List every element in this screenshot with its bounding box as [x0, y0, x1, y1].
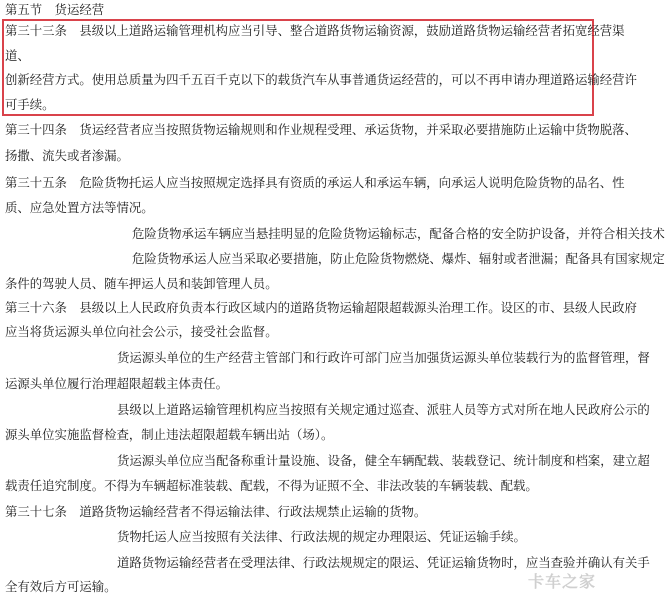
- article-35-para-3-line-2: 条件的驾驶人员、随车押运人员和装卸管理人员。: [5, 276, 278, 291]
- article-37-para-3-line-1: 道路货物运输经营者在受理法律、行政法规规定的限运、凭证运输货物时，应当查验并确认有关手: [117, 555, 650, 570]
- article-34-line-1: 第三十四条 货运经营者应当按照货物运输规则和作业规程受理、承运货物，并采取必要措施防止运输中货物脱落、: [5, 122, 637, 137]
- article-37-line-1: 第三十七条 道路货物运输经营者不得运输法律、行政法规禁止运输的货物。: [5, 504, 427, 519]
- article-36-para-3-line-2: 源头单位实施监督检查，制止违法超限超载车辆出站（场）。: [5, 427, 334, 442]
- article-36-para-2-line-2: 运源头单位履行治理超限超载主体责任。: [5, 376, 229, 391]
- article-36-para-4-line-1: 货运源头单位应当配备称重计量设施、设备，健全车辆配载、装载登记、统计制度和档案，建立超: [117, 453, 650, 468]
- article-36-para-3-line-1: 县级以上道路运输管理机构应当按照有关规定通过巡查、派驻人员等方式对所在地人民政府公示的: [117, 402, 650, 417]
- article-35-para-3-line-1: 危险货物承运人应当采取必要措施，防止危险货物燃烧、爆炸、辐射或者泄漏；配备具有国家规定: [132, 251, 665, 266]
- article-35-line-2: 质、应急处置方法等情况。: [5, 200, 154, 215]
- article-36-line-1: 第三十六条 县级以上人民政府负责本行政区域内的道路货物运输超限超载源头治理工作。设区的市、县级人民政府: [5, 300, 637, 315]
- article-36-para-2-line-1: 货运源头单位的生产经营主管部门和行政许可部门应当加强货运源头单位装载行为的监督管理，督: [117, 350, 650, 365]
- article-35-para-2: 危险货物承运车辆应当悬挂明显的危险货物运输标志，配备合格的安全防护设备，并符合相关技术: [132, 226, 665, 241]
- article-34-line-2: 扬撒、流失或者渗漏。: [5, 148, 129, 163]
- watermark-logo: 卡车之家: [527, 572, 596, 591]
- article-35-line-1: 第三十五条 危险货物托运人应当按照规定选择具有资质的承运人和承运车辆，向承运人说明危险货物的品名、性: [5, 175, 625, 190]
- article-37-para-3-line-2: 全有效后方可运输。: [5, 579, 117, 594]
- article-33-line-2: 道、: [5, 48, 30, 63]
- article-37-para-2: 货物托运人应当按照有关法律、行政法规的规定办理限运、凭证运输手续。: [117, 529, 526, 544]
- article-36-line-2: 应当将货运源头单位向社会公示，接受社会监督。: [5, 324, 278, 339]
- article-33-line-3: 创新经营方式。使用总质量为四千五百千克以下的载货汽车从事普通货运经营的，可以不再申请办理道路运输经营许: [5, 72, 637, 87]
- article-33-line-4: 可手续。: [5, 97, 55, 112]
- section-heading: 第五节 货运经营: [5, 2, 105, 17]
- article-33-line-1: 第三十三条 县级以上道路运输管理机构应当引导、整合道路货物运输资源，鼓励道路货物运输经营者拓宽经营渠: [5, 23, 625, 38]
- article-36-para-4-line-2: 载责任追究制度。不得为车辆超标准装载、配载，不得为证照不全、非法改装的车辆装载、配载。: [5, 478, 538, 493]
